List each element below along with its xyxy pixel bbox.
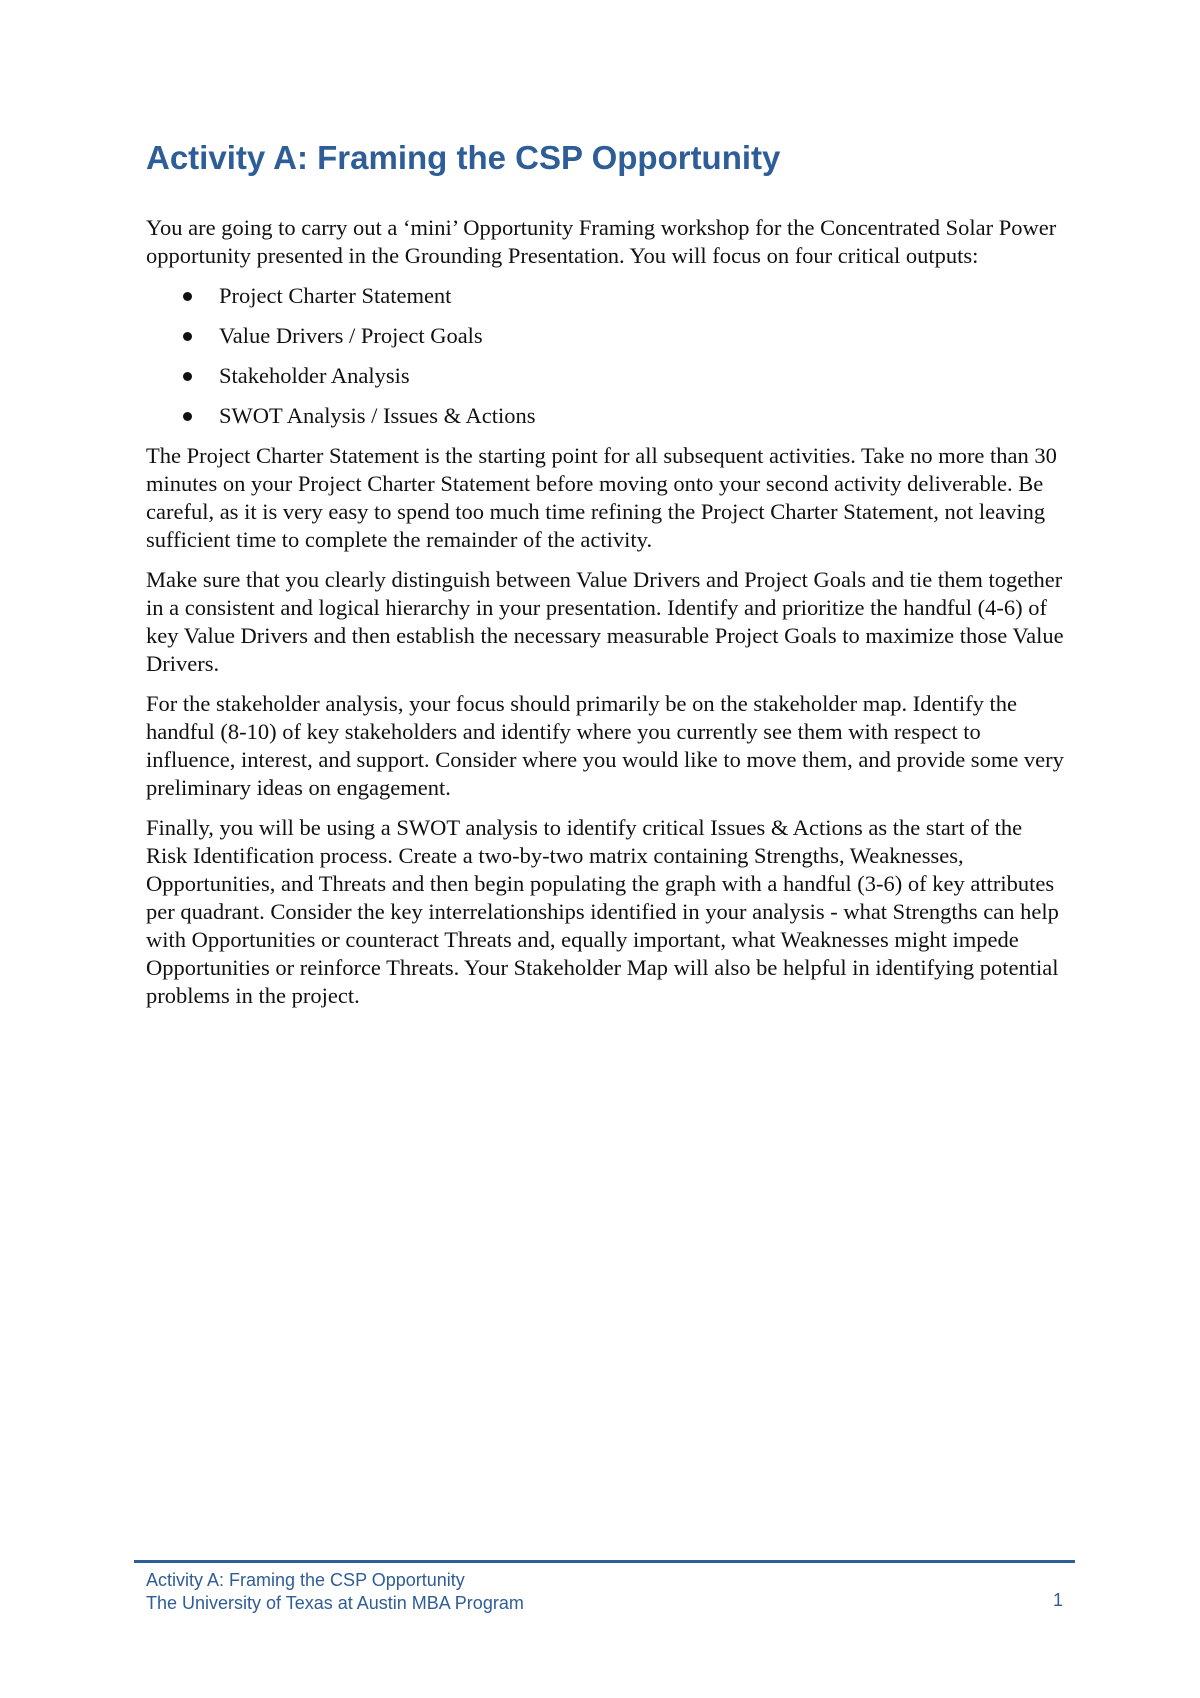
- project-charter-paragraph: The Project Charter Statement is the starting point for all subsequent activities. Take no more than 30 minutes on your Project Charter Statement before moving onto your second activity deliverable. Be careful, as it is very easy to spend too much time refining the Project Charter Statement, not leaving sufficient time to complete the remainder of the activity.: [146, 443, 1057, 552]
- intro-paragraph: You are going to carry out a ‘mini’ Opportunity Framing workshop for the Concentrated Solar Power opportunity presented in the Grounding Presentation. You will focus on four critical outputs:: [146, 215, 1057, 268]
- list-item-text: SWOT Analysis / Issues & Actions: [219, 403, 536, 428]
- footer-text-block: [134, 1563, 1075, 1615]
- value-drivers-paragraph: Make sure that you clearly distinguish between Value Drivers and Project Goals and tie them together in a consistent and logical hierarchy in your presentation. Identify and prioritize the handful (4-6) of key Value Drivers and then establish the necessary measurable Project Goals to maximize those Value Drivers.: [146, 567, 1064, 676]
- footer-institution: The University of Texas at Austin MBA Program: [146, 1593, 524, 1613]
- footer-activity-title: Activity A: Framing the CSP Opportunity: [146, 1570, 465, 1590]
- list-item: [146, 362, 1066, 390]
- list-item-text: Project Charter Statement: [219, 283, 452, 308]
- page-footer: [134, 1560, 1075, 1615]
- swot-paragraph: Finally, you will be using a SWOT analysis to identify critical Issues & Actions as the start of the Risk Identification process. Create a two-by-two matrix containing Strengths, Weaknesses, Opportunities, and Threats and then begin populating the graph with a handful (3-6) of key attributes per quadrant. Consider the key interrelationships identified in your analysis - what Strengths can help with Opportunities or counteract Threats and, equally important, what Weaknesses might impede Opportunities or reinforce Threats. Your Stakeholder Map will also be helpful in identifying potential problems in the project.: [146, 815, 1059, 1008]
- page-number: 1: [1052, 1590, 1063, 1610]
- bullet-icon: [183, 372, 192, 381]
- bullet-icon: [183, 292, 192, 301]
- document-body: [146, 136, 1066, 1022]
- list-item: [146, 282, 1066, 310]
- stakeholder-paragraph: For the stakeholder analysis, your focus should primarily be on the stakeholder map. Identify the handful (8-10) of key stakeholders and identify where you currently see them with respect to influence, interest, and support. Consider where you would like to move them, and provide some very preliminary ideas on engagement.: [146, 691, 1064, 800]
- list-item: [146, 402, 1066, 430]
- list-item-text: Stakeholder Analysis: [219, 363, 410, 388]
- list-item-text: Value Drivers / Project Goals: [219, 323, 483, 348]
- list-item: [146, 322, 1066, 350]
- page-title: Activity A: Framing the CSP Opportunity: [146, 139, 781, 176]
- bullet-icon: [183, 412, 192, 421]
- bullet-icon: [183, 332, 192, 341]
- outputs-list: [146, 282, 1066, 430]
